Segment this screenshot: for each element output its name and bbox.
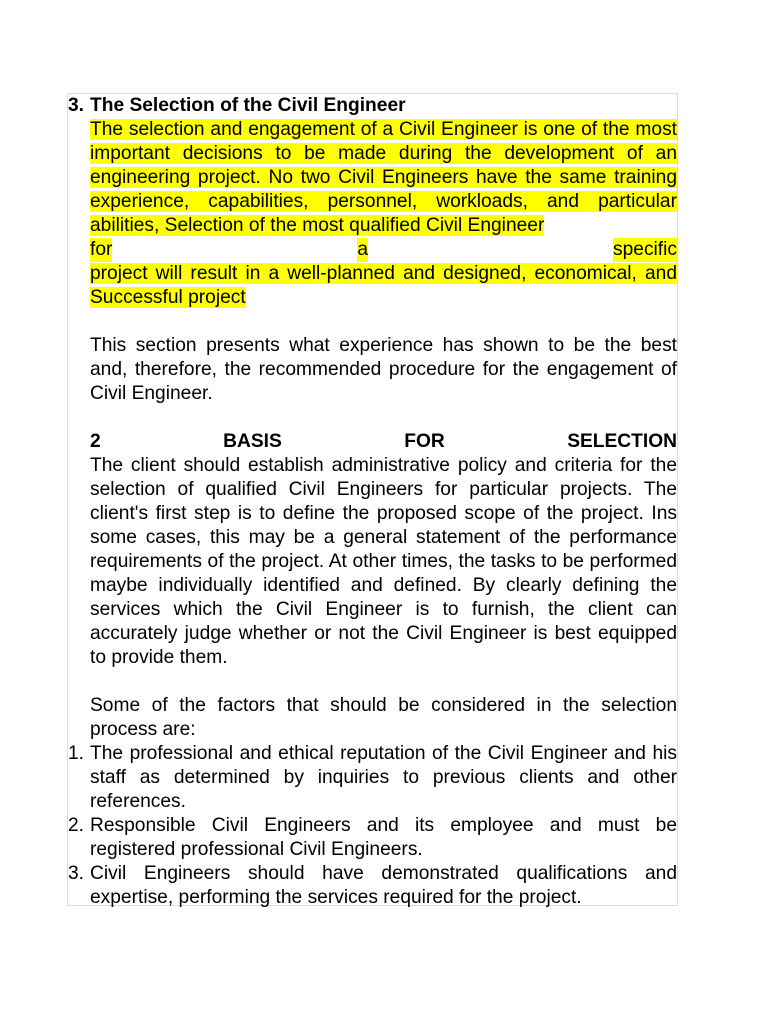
list-item-text: Responsible Civil Engineers and its employee and must be registered professional Civil Engineers.	[90, 815, 677, 860]
basis-word-3: SELECTION	[567, 431, 677, 452]
list-item-text: Civil Engineers should have demonstrated qualifications and expertise, performing the services required for the project.	[90, 863, 677, 908]
section-heading	[67, 94, 678, 118]
list-item-number: 2.	[68, 815, 85, 836]
intro-paragraph	[67, 334, 678, 406]
section-number: 3.	[68, 95, 85, 116]
list-item	[67, 862, 678, 910]
document-body	[67, 94, 678, 910]
list-item-number: 3.	[68, 863, 85, 884]
highlight-spread-line	[90, 238, 677, 262]
basis-body-text: The client should establish administrative policy and criteria for the selection of qualified Civil Engineers for particular projects. The client's first step is to define the proposed scope of the project. Ins some cases, this may be a general statement of the performance requirements of the project. At other times, the tasks to be performed maybe individually identified and defined. By clearly defining the services which the Civil Engineer is to furnish, the client can accurately judge whether or not the Civil Engineer is best equipped to provide them.	[90, 455, 677, 668]
list-item	[67, 742, 678, 814]
intro-text: This section presents what experience has shown to be the best and, therefore, the recommended procedure for the engagement of Civil Engineer.	[90, 335, 677, 404]
section-title: The Selection of the Civil Engineer	[90, 95, 406, 116]
highlight-text-2: No two Civil Engineers have the same training experience, capabilities, personnel, workloads, and particular abilities, Selection of the most qualified Civil Engineer	[90, 167, 677, 236]
spacer	[67, 670, 678, 694]
basis-word-1: BASIS	[223, 431, 282, 452]
highlight-text-1: The selection and engagement of a Civil Engineer is one of the most important decisions to be made during the development of an engineering project.	[90, 119, 677, 188]
spacer	[67, 310, 678, 334]
basis-number: 2	[90, 431, 101, 452]
factors-intro-text: Some of the factors that should be considered in the selection process are:	[90, 695, 677, 740]
basis-heading	[67, 430, 678, 454]
basis-paragraph	[67, 454, 678, 670]
spacer	[67, 406, 678, 430]
factors-intro-paragraph	[67, 694, 678, 742]
highlight-word-a: a	[357, 239, 369, 260]
list-item-text: The professional and ethical reputation of the Civil Engineer and his staff as determined by inquiries to previous clients and other references.	[90, 743, 677, 812]
list-item	[67, 814, 678, 862]
highlight-word-for: for	[90, 239, 113, 260]
highlight-text-tail: project will result in a well-planned and designed, economical, and Successful project	[90, 263, 677, 308]
highlight-word-specific: specific	[613, 239, 677, 260]
basis-word-2: FOR	[404, 431, 445, 452]
list-item-number: 1.	[68, 743, 85, 764]
highlighted-paragraph	[67, 118, 678, 310]
